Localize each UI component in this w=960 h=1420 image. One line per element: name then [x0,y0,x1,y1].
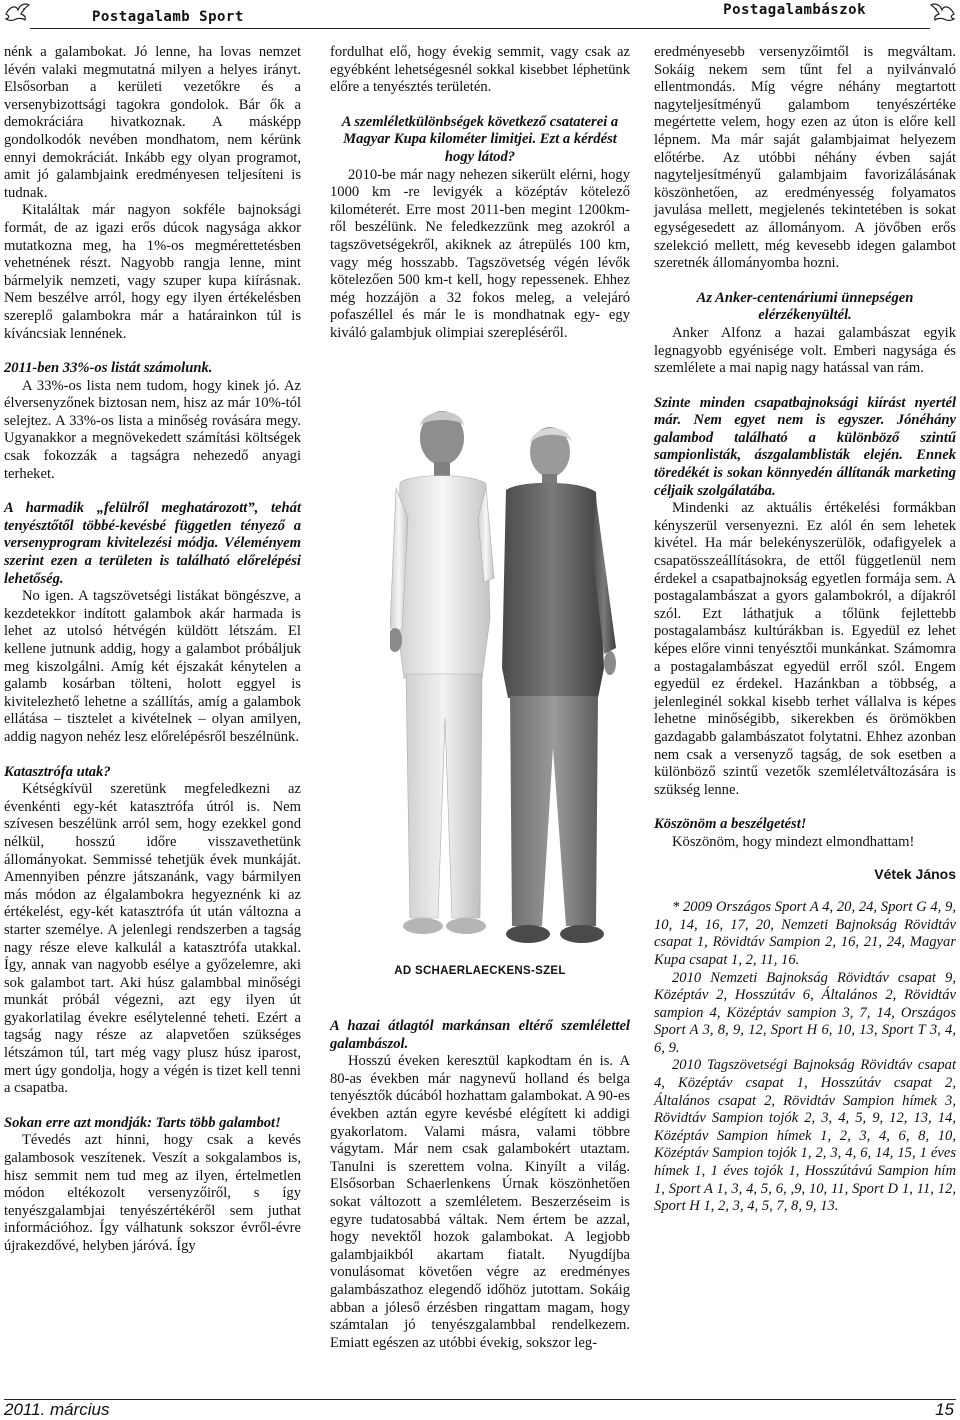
interview-question: Köszönöm a beszélgetést! [654,816,807,833]
interview-question: Az Anker-centenáriumi ünnepségen elérzékenyültél. [696,289,914,324]
magazine-section-title-right: Postagalambászok [723,2,866,18]
paragraph: No igen. A tagszövetségi listákat böngészve, a kezdetekkor indított galambok akár harmada is lehet az utolsó hétvégén küldött létszám. El kellene jutnunk addig, hogy a galambot próbáljuk meg kiszolgálni. Amíg két éjszakát kénytelen a galamb kosárban tölteni, holott eggyel is kivitelezhető lehetne a szállítás, amíg a galambok ellátása – tisztelet a kivételnek – olyan amilyen, addig nagyon nehéz lesz előrelépésről beszélnünk. [4,588,301,745]
page-number: 15 [935,1400,954,1419]
paragraph: Hosszú éveken keresztül kapkodtam én is. A 80-as években már nagynevű holland és belga tenyésztők dúcából hozhattam galambokat. A 90-es években aztán egyre kevésbé elégített ki addigi gyakorlatom. Valami másra, valami többre vágytam. Már nem csak galambokért utaztam. Tanulni is szerettem volna. Kinyílt a világ. Elsősorban Schaerlenkens Úrnak köszönhetően sokat változott a szemléletem. Beszerzéseim is egyre tudatosabbá váltak. Nem értem be azzal, hogy nevektől hozok galambokat. A legjobb galambjaikból akartam fiatalt. Nyugdíjba vonulásomat követően végre az eredményes galambászathoz elegendő időhöz jutottam. Sokáig abban a jóleső érzésben ringattam magam, hogy számtalan jó tenyészgalambbal rendelkezem. Emiatt egészen az utóbbi évekig, sokszor leg- [330,1053,630,1351]
paragraph: fordulhat elő, hogy évekig semmit, vagy csak az egyébként lehetségesnél sokkal kisebbet léphetünk előre a tenyésztés területén. [330,44,630,96]
paragraph: Kitaláltak már nagyon sokféle bajnoksági formát, de az igazi erős dúcok nagysága akkor mutatkozna meg, ha 1%-os megmérettetésben vehetnének részt. Nagyobb rangja lenne, mint bármelyik nemzeti, vagy szuper kupa kiírásnak. Nem beszélve arról, hogy egy ilyen értékelésben szereplő galambokra már a határainkon túl is kíváncsiak lennének. [4,202,301,342]
results-paragraph: 2010 Nemzeti Bajnokság Rövidtáv csapat 9, Középtáv 2, Hosszútáv 6, Általános 2, Rövidtáv sampion 4, Középtáv sampion 3, 7, 14, Országos Sport A 3, 8, 9, 12, Sport H 6, 10, 13, Sport T 3, 4, 6, 9. [654,969,956,1056]
header-rule [30,28,930,29]
paragraph: eredményesebb versenyzőimtől is megváltam. Sokáig nekem sem tűnt fel a nyilvánvaló ellentmondás. Míg végre néhány megtartott nagyteljesítményű galambom tenyészértéke megértette velem, hogy ezen az úton is előre kell lépnem. Ma már saját galambjaimat helyezem előtérbe. Az utóbbi néhány évben saját nagyteljesítményű galambjaim favorizálásának köszönhetően, az eredményesség folyamatos javulása mellett, megjelenés tekintetében is sokat egységesedett az állományom. A jövőben erős szelekció mellett, még kevesebb idegen galambot szeretnék állományomba hozni. [654,44,956,272]
interview-question: A hazai átlagtól markánsan eltérő szemlélettel galambászol. [330,1018,630,1052]
author-signature: Vétek János [874,865,956,882]
paragraph: Tévedés azt hinni, hogy csak a kevés galambosok veszítenek. Veszít a sokgalambos is, hisz semmit nem tud meg az ilyen, értelmetlen módon eltékozolt versenyzőiről, s így tenyészgalambjai tenyészértékéről sem juthat információhoz. Így válhatunk sokszor évről-évre újrakezdővé, helyben járóvá. Így [4,1132,301,1254]
paragraph: nénk a galambokat. Jó lenne, ha lovas nemzet lévén valaki megmutatná milyen a helyes irányt. Elsősorban a kerületi vezetőkre és a versenybizottsági tagokra gondolok. Bár ők a demokráciára hivatkoznak. A másképp gondolkodók nevében mondhatom, nem kérünk ennyi demokráciát. Inkább egy olyan programot, amit jó galambjaink eredményesen teljesíteni is tudnak. [4,44,301,201]
paragraph: Mindenki az aktuális értékelési formákban kényszerül versenyezni. Ez alól én sem lehetek kivétel. Ha már belekényszerülök, odafigyelek a csapatösszeállításokra, de ettől függetlenül nem érdekel a csapatbajnokság egyetlen formája sem. A postagalambászat a gyors galambokról, a díjakról szól. Ezt láthatjuk a tőlünk fejlettebb postagalambász kultúrákban is. Egyedül ez lehet képes előre vinni tenyésztői munkánkat. Számomra a postagalambászat egyedül erről szól. Engem egyedül ez érdekel. Hazánkban a többség, a jelenleginél sokkal kisebb terhet vállalva is képes lehetne minőségibb, sikerekben és örömökben gazdagabb galambászatot folytatni. Ehhez azonban nem csak a versenyző tagság, de sok esetben a különböző szintű vezetők szemléletváltozására is szükség lenne. [654,500,956,798]
paragraph: Kétségkívül szeretünk megfeledkezni az évenkénti egy-két katasztrófa útról is. Nem szívesen beszélünk arról sem, hogy ezekkel gond nélkül, hosszú időre visszavethetünk állományokat. Semmissé tehetjük évek munkáját. Amennyiben pénzre játszanánk, vagy bármilyen más módon az élgalambokra hegyeznénk ki az értékelést, egy-két katasztrófa út után változna a starter személye. A jelenlegi rendszerben a tagság nagy része eleve kalkulál a katasztrófa utakkal. Így, annak van nagyobb esélye a győzelemre, aki sok galambot tart. Aki húsz galambbal minőségi munkát próbál végezni, azt egy ilyen út gyakorlatilag évekre esélytelenné teheti. Ezért a tagság nagy része az alapvetően szükséges létszámon túl, tart még vagy plusz húsz iparost, mert úgy gondolja, hogy a végén is tizet kell tenni a csapatba. [4,781,301,1097]
paragraph: Anker Alfonz a hazai galambászat egyik legnagyobb egyénisége volt. Emberi nagysága és szemlélete a mai napig nagy hatással van rám. [654,324,956,377]
interview-question: Szinte minden csapatbajnoksági kiírást nyertél már. Nem egyet nem is egyszer. Jónéhány galambod található a különböző szintű sampionlisták, ászgalamblisták elején. Ennek töredékét is sokan könnyedén állítanák marketing céljaik szolgálatába. [654,394,956,499]
article-column-2 [330,44,630,343]
magazine-section-title-left: Postagalamb Sport [92,9,244,25]
interview-question: Katasztrófa utak? [4,763,111,780]
dove-icon [4,2,30,24]
interview-question: A harmadik „felülről meghatározott”, tehát tenyésztőtől többé-kevésbé független tényező a versenyprogram kivitelezési módja. Véleményem szerint ezen a területen is található előrelépési lehetőség. [4,500,301,587]
article-column-1 [4,44,301,1256]
interview-question: Sokan erre azt mondják: Tarts több galambot! [4,1114,281,1131]
interview-question: 2011-ben 33%-os listát számolunk. [4,360,213,377]
results-list [654,899,956,1216]
page-header [0,0,960,34]
paragraph: Köszönöm, hogy mindezt elmondhattam! [672,833,915,850]
results-paragraph: 2010 Tagszövetségi Bajnokság Rövidtáv csapat 4, Középtáv csapat 1, Hosszútáv csapat 2, Általános csapat 2, Rövidtáv Sampion hímek 3, Rövidtáv Sampion tojók 2, 3, 4, 5, 9, 12, 13, 14, Középtáv Sampion hímek 1, 2, 3, 4, 6, 8, 10, Középtáv Sampion tojók 1, 2, 3, 4, 6, 14, 15, 1 éves hímek 1, 1 éves tojók 1, Hosszútávú Sampion hím 1, Sport A 1, 3, 4, 5, 6, ,9, 10, 11, Sport D 1, 11, 12, Sport H 1, 2, 3, 4, 5, 7, 8, 9, 13. [654,1057,956,1215]
issue-date: 2011. március [4,1400,110,1419]
footer-rule [4,1399,956,1400]
portrait-photo [390,378,616,953]
article-column-3 [654,44,956,1216]
paragraph: A 33%-os lista nem tudom, hogy kinek jó. Az élversenyzőnek biztosan nem, hisz az már 10%-tól selejtez. A 33%-os lista a minőség rovására megy. Ugyanakkor a megnövekedett számítási költségek csak fokozzák a tagságra nehezedő anyagi terheket. [4,377,301,482]
photo-caption: AD SCHAERLAECKENS-SZEL [394,965,566,977]
interview-question: A szemléletkülönbségek következő csataterei a Magyar Kupa kilométer limitjei. Ezt a kérdést hogy látod? [341,113,619,165]
results-paragraph: * 2009 Országos Sport A 4, 20, 24, Sport G 4, 9, 10, 14, 16, 17, 20, Nemzeti Bajnokság Rövidtáv csapat 1, Rövidtáv Sampion 2, 16, 21, 24, Magyar Kupa csapat 1, 2, 11, 16. [654,899,956,968]
article-column-2-lower [330,1018,630,1352]
dove-icon [930,2,956,24]
paragraph: 2010-be már nagy nehezen sikerült elérni, hogy 1000 km -re levigyék a középtáv kötelező kilométerét. Erre most 2011-ben megint 1200km-ről beszélünk. Ne feledkezzünk meg azokról a tagszövetségekről, akiknek az átrepülés 100 km, vagy még hosszabb. Tagszövetség végén lévők kötelezően 500 km-t kell, hogy repessenek. Ehhez még hozzájön a 32 fokos meleg, a velejáró pofaszéllel és már le is mondhatnak egy- egy kiváló galambjuk olimpiai szerepléséről. [330,166,630,341]
